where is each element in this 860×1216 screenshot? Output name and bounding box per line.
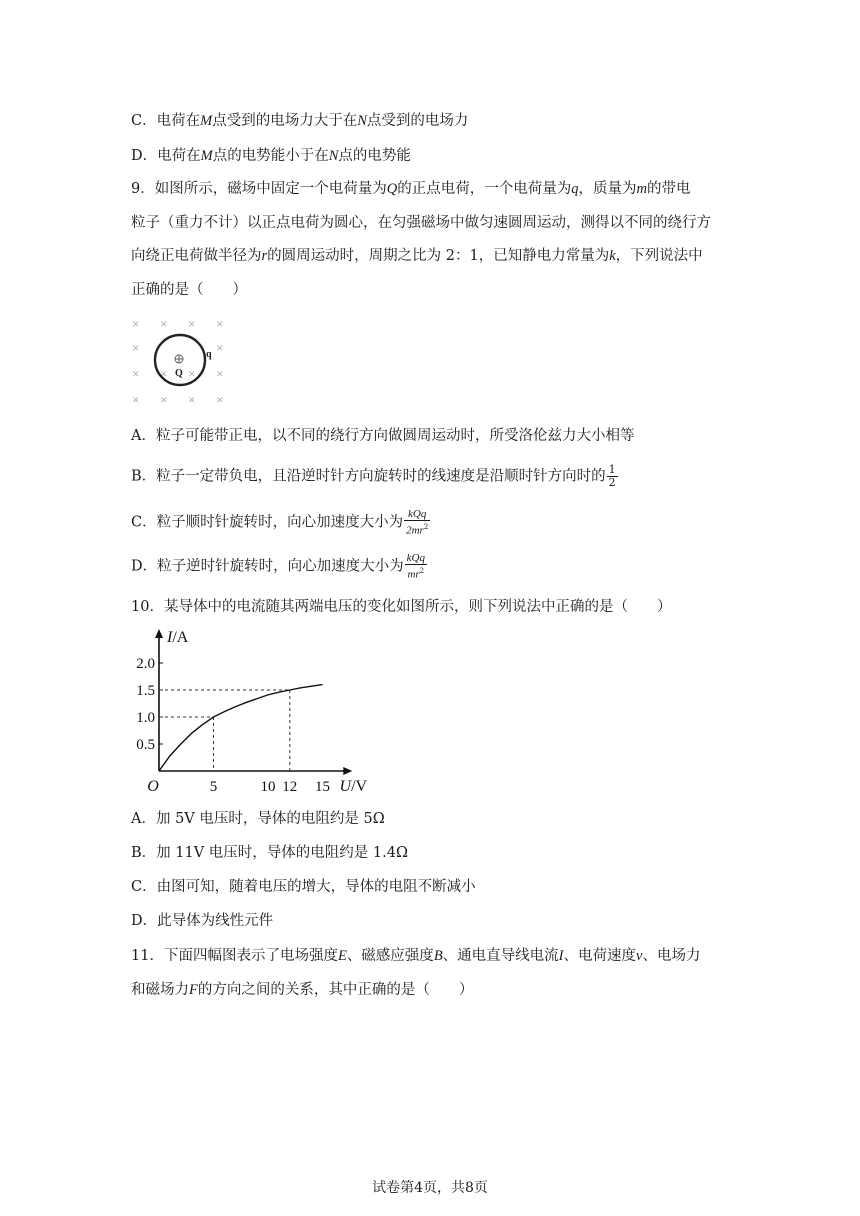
magnetic-field-figure (128, 312, 238, 412)
q10-option-b: B．加 11V 电压时，导体的电阻约是 1.4Ω (131, 845, 408, 861)
q11-stem-line-1: 11．下面四幅图表示了电场强度E、磁感应强度B、通电直导线电流I、电荷速度v、电场力 (131, 948, 701, 964)
q10-option-d: D．此导体为线性元件 (131, 913, 274, 929)
field-cross: × (160, 316, 168, 331)
y-tick-label: 1.5 (136, 683, 155, 699)
q10-option-c: C．由图可知，随着电压的增大，导体的电阻不断减小 (131, 879, 476, 895)
iv-curve (159, 685, 323, 771)
field-cross: × (188, 392, 196, 407)
q8-option-c: C．电荷在M点受到的电场力大于在N点受到的电场力 (131, 113, 469, 129)
q11-stem-line-2: 和磁场力F的方向之间的关系，其中正确的是（ ） (131, 982, 474, 998)
y-tick-label: 1.0 (136, 710, 155, 726)
field-cross: × (160, 366, 168, 381)
x-tick-label: 5 (209, 779, 218, 795)
q10-stem: 10．某导体中的电流随其两端电压的变化如图所示，则下列说法中正确的是（ ） (131, 599, 672, 615)
x-tick-label: 12 (282, 779, 298, 795)
field-cross: × (216, 392, 224, 407)
q9-stem-line-4: 正确的是（ ） (131, 282, 247, 298)
q9-option-d: D．粒子逆时针旋转时，向心加速度大小为 $\frac{\text{kQq}}{mr^2}$ (131, 552, 425, 581)
field-cross: × (188, 366, 196, 381)
origin-label: O (147, 778, 159, 795)
field-cross: × (216, 316, 224, 331)
field-cross: × (216, 340, 224, 355)
field-cross: × (132, 366, 140, 381)
particle-q-label: q (206, 349, 212, 360)
field-cross: × (132, 340, 140, 355)
charge-q-label: Q (175, 368, 183, 379)
q9-option-b: B．粒子一定带负电，且沿逆时针方向旋转时的线速度是沿顺时针方向时的 $\frac{1}{2}$ (131, 463, 616, 489)
x-tick-label: 15 (315, 779, 330, 795)
x-axis-label: U/V (339, 778, 368, 795)
field-cross: × (216, 366, 224, 381)
x-tick-label: 10 (260, 779, 276, 795)
q10-option-a: A．加 5V 电压时，导体的电阻约是 5Ω (131, 811, 385, 827)
q9-option-c: C．粒子顺时针旋转时，向心加速度大小为 $\frac{\text{kQq}}{2mr^2}$ (131, 508, 429, 537)
field-cross: × (188, 316, 196, 331)
y-axis-arrow (155, 629, 163, 638)
field-cross: × (132, 316, 140, 331)
field-cross: × (160, 392, 168, 407)
x-axis-arrow (343, 767, 352, 775)
q9-stem-line-2: 粒子（重力不计）以正点电荷为圆心，在匀强磁场中做匀速圆周运动，测得以不同的绕行方 (131, 215, 711, 231)
y-axis-label: I/A (167, 629, 189, 646)
q8-option-d: D．电荷在M点的电势能小于在N点的电势能 (131, 148, 411, 164)
iv-curve-chart (125, 625, 368, 800)
q9-stem-line-1: 9．如图所示，磁场中固定一个电荷量为Q的正点电荷，一个电荷量为q，质量为m的带电 (131, 181, 691, 197)
q9-option-a: A．粒子可能带正电，以不同的绕行方向做圆周运动时，所受洛伦兹力大小相等 (131, 428, 635, 444)
field-cross: × (132, 392, 140, 407)
q9-stem-line-3: 向绕正电荷做半径为r的圆周运动时，周期之比为 2：1，已知静电力常量为k，下列说法中 (131, 248, 703, 264)
y-tick-label: 0.5 (136, 737, 155, 753)
page-footer: 试卷第4页，共8页 (372, 1180, 488, 1196)
y-tick-label: 2.0 (136, 656, 155, 672)
